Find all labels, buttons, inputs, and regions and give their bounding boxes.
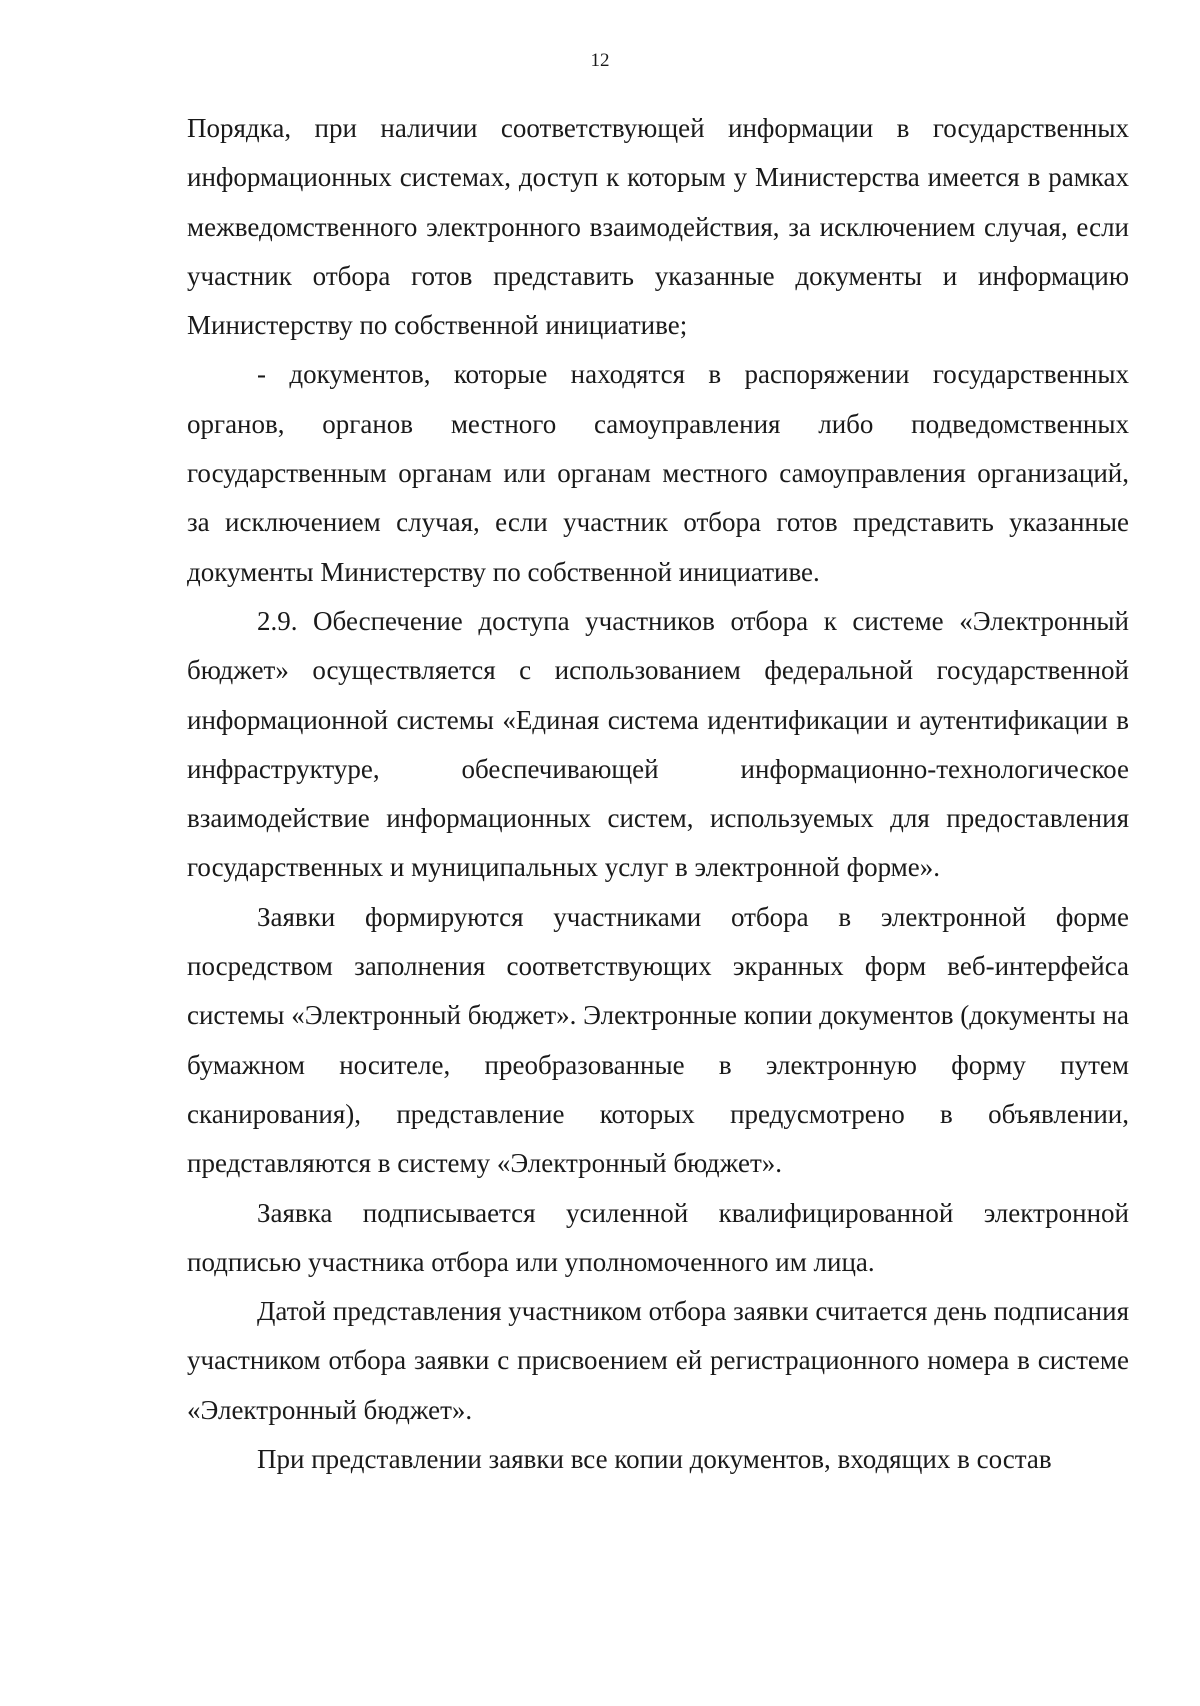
document-body <box>187 104 1129 1484</box>
paragraph-application-signed: Заявка подписывается усиленной квалифицированной электронной подписью участника отбора или уполномоченного им лица. <box>187 1197 1129 1277</box>
paragraph-submission-date: Датой представления участником отбора заявки считается день подписания участником отбора заявки с присвоением ей регистрационного номера в системе «Электронный бюджет». <box>187 1296 1129 1425</box>
paragraph-2-9: 2.9. Обеспечение доступа участников отбора к системе «Электронный бюджет» осуществляется с использованием федеральной государственной информационной системы «Единая система идентификации и аутентификации в инфраструктуре, обеспечивающей информационно-технологическое взаимодействие информационных систем, используемых для предоставления государственных и муниципальных услуг в электронной форме». <box>187 605 1129 883</box>
paragraph-copies-of-documents: При представлении заявки все копии документов, входящих в состав <box>257 1444 1052 1475</box>
page-number: 12 <box>590 50 610 71</box>
paragraph-continuation: Порядка, при наличии соответствующей информации в государственных информационных системах, доступ к которым у Министерства имеется в рамках межведомственного электронного взаимодействия, за исключением случая, если участник отбора готов представить указанные документы и информацию Министерству по собственной инициативе; <box>187 113 1129 341</box>
paragraph-documents-list-item: - документов, которые находятся в распоряжении государственных органов, органов местного самоуправления либо подведомственных государственным органам или органам местного самоуправления организаций, за исключением случая, если участник отбора готов представить указанные документы Министерству по собственной инициативе. <box>187 359 1129 587</box>
paragraph-applications-formed: Заявки формируются участниками отбора в электронной форме посредством заполнения соответствующих экранных форм веб-интерфейса системы «Электронный бюджет». Электронные копии документов (документы на бумажном носителе, преобразованные в электронную форму путем сканирования), представление которых предусмотрено в объявлении, представляются в систему «Электронный бюджет». <box>187 901 1129 1179</box>
